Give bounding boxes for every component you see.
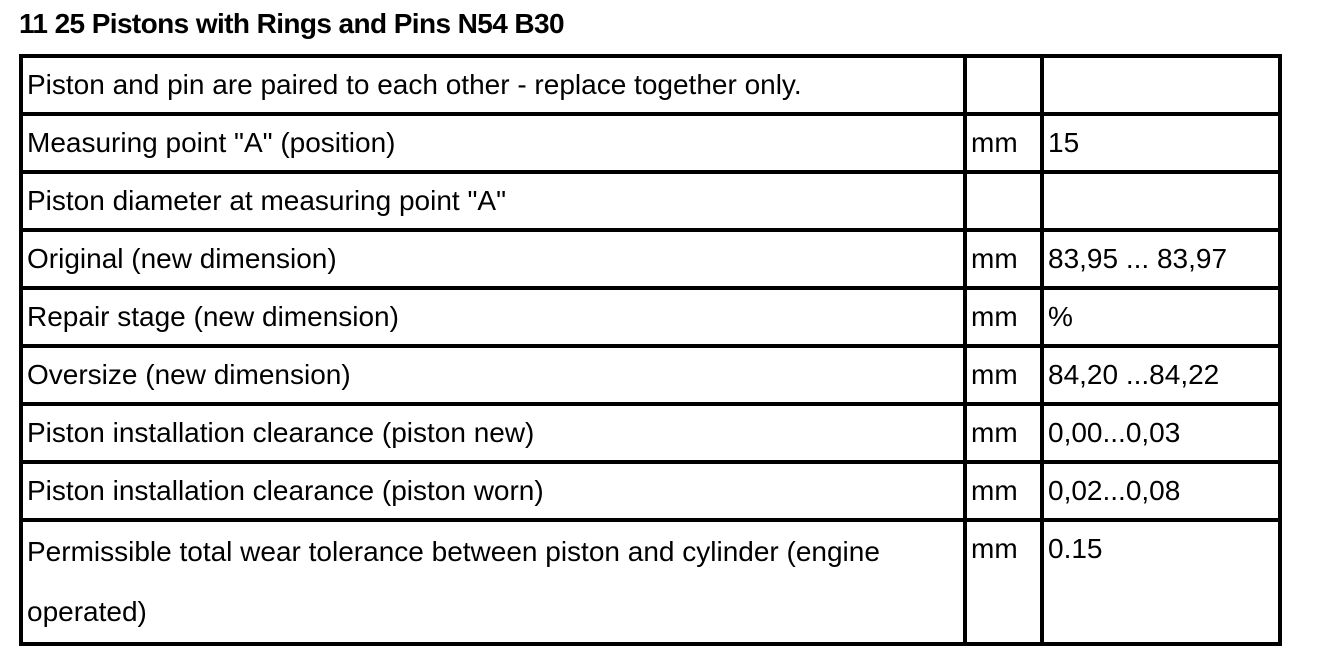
row-unit: mm xyxy=(965,114,1042,172)
table-row xyxy=(21,230,1280,288)
table-row xyxy=(21,346,1280,404)
row-value: 83,95 ... 83,97 xyxy=(1042,230,1280,288)
table-row xyxy=(21,114,1280,172)
row-description: Piston and pin are paired to each other - replace together only. xyxy=(21,56,965,114)
row-value: 84,20 ...84,22 xyxy=(1042,346,1280,404)
row-description: Oversize (new dimension) xyxy=(21,346,965,404)
row-description: Permissible total wear tolerance between piston and cylinder (engine operated) xyxy=(21,520,965,644)
row-unit: mm xyxy=(965,520,1042,644)
table-row xyxy=(21,288,1280,346)
row-description: Piston installation clearance (piston new) xyxy=(21,404,965,462)
row-value: 0.15 xyxy=(1042,520,1280,644)
row-unit: mm xyxy=(965,230,1042,288)
row-value xyxy=(1042,56,1280,114)
spec-table xyxy=(19,54,1282,646)
row-unit xyxy=(965,172,1042,230)
row-description: Repair stage (new dimension) xyxy=(21,288,965,346)
row-value: 15 xyxy=(1042,114,1280,172)
row-unit: mm xyxy=(965,346,1042,404)
table-row xyxy=(21,56,1280,114)
row-value: % xyxy=(1042,288,1280,346)
row-unit: mm xyxy=(965,462,1042,520)
row-description: Measuring point "A" (position) xyxy=(21,114,965,172)
page-title: 11 25 Pistons with Rings and Pins N54 B30 xyxy=(19,8,564,39)
row-unit xyxy=(965,56,1042,114)
row-value: 0,00...0,03 xyxy=(1042,404,1280,462)
table-row xyxy=(21,520,1280,644)
row-description: Original (new dimension) xyxy=(21,230,965,288)
row-value: 0,02...0,08 xyxy=(1042,462,1280,520)
table-row xyxy=(21,172,1280,230)
row-value xyxy=(1042,172,1280,230)
row-description: Piston installation clearance (piston worn) xyxy=(21,462,965,520)
table-row xyxy=(21,462,1280,520)
row-description: Piston diameter at measuring point "A" xyxy=(21,172,965,230)
row-unit: mm xyxy=(965,288,1042,346)
table-row xyxy=(21,404,1280,462)
row-unit: mm xyxy=(965,404,1042,462)
